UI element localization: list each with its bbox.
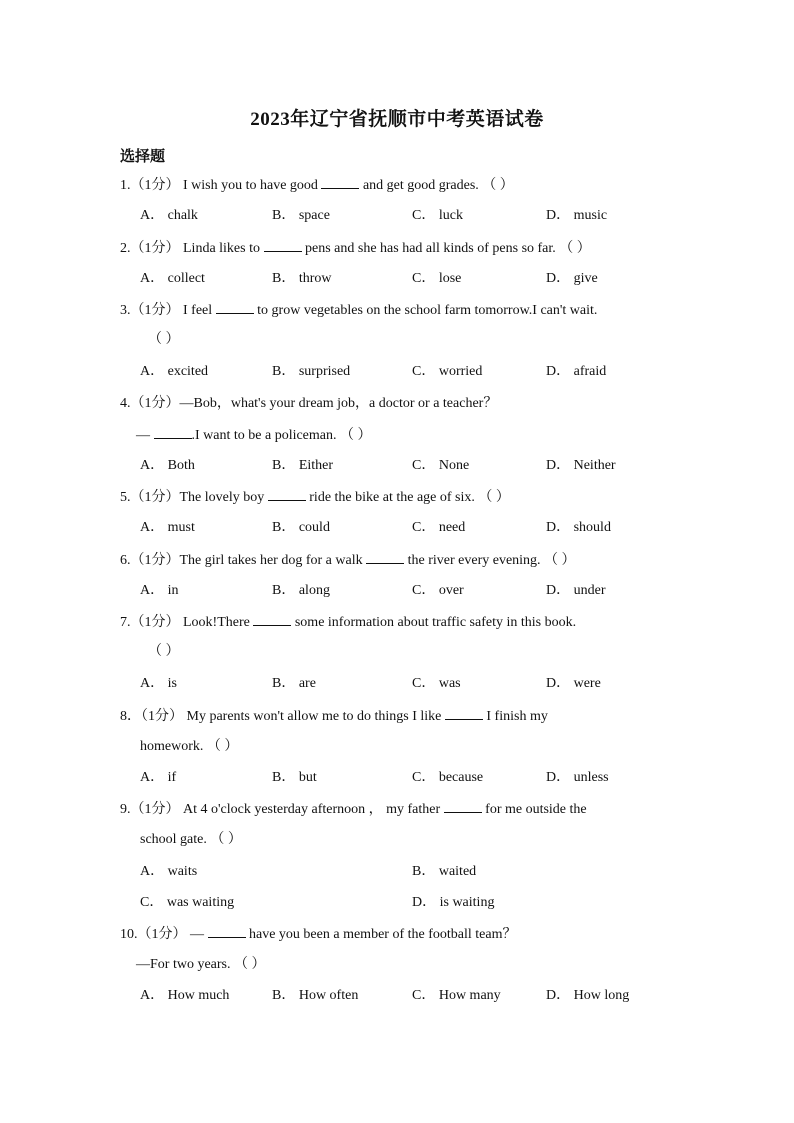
question-10-option-d: D． How long xyxy=(546,988,630,1003)
question-5-option-b: B． could xyxy=(272,520,330,535)
question-1-option-a: A． chalk xyxy=(140,208,198,223)
answer-blank xyxy=(321,176,359,189)
question-4-stem: 4.（1分）—Bob，what's your dream job，a doctor or a teacher？ xyxy=(120,396,498,411)
question-8-option-b: B． but xyxy=(272,770,317,785)
question-8-stem: 8．（1分） My parents won't allow me to do things I like I finish my xyxy=(120,709,548,724)
question-9-option-d: D． is waiting xyxy=(412,895,495,910)
question-5-stem: 5.（1分）The lovely boy ride the bike at the age of six. （ ） xyxy=(120,490,510,505)
question-3-option-b: B． surprised xyxy=(272,364,351,379)
question-4-option-a: A． Both xyxy=(140,458,195,473)
question-2-option-c: C． lose xyxy=(412,271,462,286)
question-4-option-c: C． None xyxy=(412,458,470,473)
question-6-option-d: D． under xyxy=(546,583,606,598)
question-8-option-c: C． because xyxy=(412,770,484,785)
question-4-stem-continued: — .I want to be a policeman. （ ） xyxy=(136,428,372,443)
question-3-option-c: C． worried xyxy=(412,364,483,379)
question-2-option-b: B． throw xyxy=(272,271,332,286)
answer-blank xyxy=(366,551,404,564)
question-7-stem-continued: （ ） xyxy=(148,644,180,659)
answer-blank xyxy=(444,800,482,813)
question-9-stem-continued: school gate. （ ） xyxy=(140,832,242,847)
question-4-option-d: D． Neither xyxy=(546,458,616,473)
question-5-option-a: A． must xyxy=(140,520,195,535)
answer-blank xyxy=(445,707,483,720)
question-2-option-d: D． give xyxy=(546,271,598,286)
question-3-stem: 3.（1分） I feel to grow vegetables on the school farm tomorrow.I can't wait. xyxy=(120,303,598,318)
question-3-option-a: A． excited xyxy=(140,364,209,379)
answer-blank xyxy=(208,925,246,938)
question-10-option-a: A． How much xyxy=(140,988,230,1003)
question-6-option-a: A． in xyxy=(140,583,179,598)
question-5-option-c: C． need xyxy=(412,520,466,535)
question-6-option-b: B． along xyxy=(272,583,330,598)
question-4-option-b: B． Either xyxy=(272,458,334,473)
answer-blank xyxy=(264,239,302,252)
question-2-stem: 2.（1分） Linda likes to pens and she has had all kinds of pens so far. （ ） xyxy=(120,241,591,256)
question-1-stem: 1.（1分） I wish you to have good and get good grades. （ ） xyxy=(120,178,514,193)
answer-blank xyxy=(154,426,192,439)
question-7-option-c: C． was xyxy=(412,676,461,691)
question-2-option-a: A． collect xyxy=(140,271,205,286)
question-7-option-b: B． are xyxy=(272,676,316,691)
exam-title: 2023年辽宁省抚顺市中考英语试卷 xyxy=(250,109,544,130)
question-3-option-d: D． afraid xyxy=(546,364,607,379)
question-9-stem: 9.（1分） At 4 o'clock yesterday afternoon ， my father for me outside the xyxy=(120,802,587,817)
question-10-stem-continued: —For two years. （ ） xyxy=(136,957,266,972)
question-7-option-d: D． were xyxy=(546,676,601,691)
question-10-option-b: B． How often xyxy=(272,988,359,1003)
question-9-option-a: A． waits xyxy=(140,864,198,879)
answer-blank xyxy=(253,613,291,626)
question-8-stem-continued: homework. （ ） xyxy=(140,739,239,754)
question-6-stem: 6.（1分）The girl takes her dog for a walk the river every evening. （ ） xyxy=(120,553,576,568)
question-10-stem: 10.（1分） — have you been a member of the football team？ xyxy=(120,927,517,942)
question-9-option-c: C． was waiting xyxy=(140,895,235,910)
question-3-stem-continued: （ ） xyxy=(148,332,180,347)
question-5-option-d: D． should xyxy=(546,520,611,535)
answer-blank xyxy=(216,301,254,314)
question-1-option-c: C． luck xyxy=(412,208,463,223)
question-8-option-d: D． unless xyxy=(546,770,609,785)
question-1-option-b: B． space xyxy=(272,208,330,223)
question-6-option-c: C． over xyxy=(412,583,464,598)
question-10-option-c: C． How many xyxy=(412,988,501,1003)
question-7-option-a: A． is xyxy=(140,676,177,691)
section-heading: 选择题 xyxy=(120,149,166,165)
question-7-stem: 7.（1分） Look!There some information about traffic safety in this book. xyxy=(120,615,577,630)
answer-blank xyxy=(268,488,306,501)
question-9-option-b: B． waited xyxy=(412,864,477,879)
question-1-option-d: D． music xyxy=(546,208,608,223)
question-8-option-a: A． if xyxy=(140,770,177,785)
